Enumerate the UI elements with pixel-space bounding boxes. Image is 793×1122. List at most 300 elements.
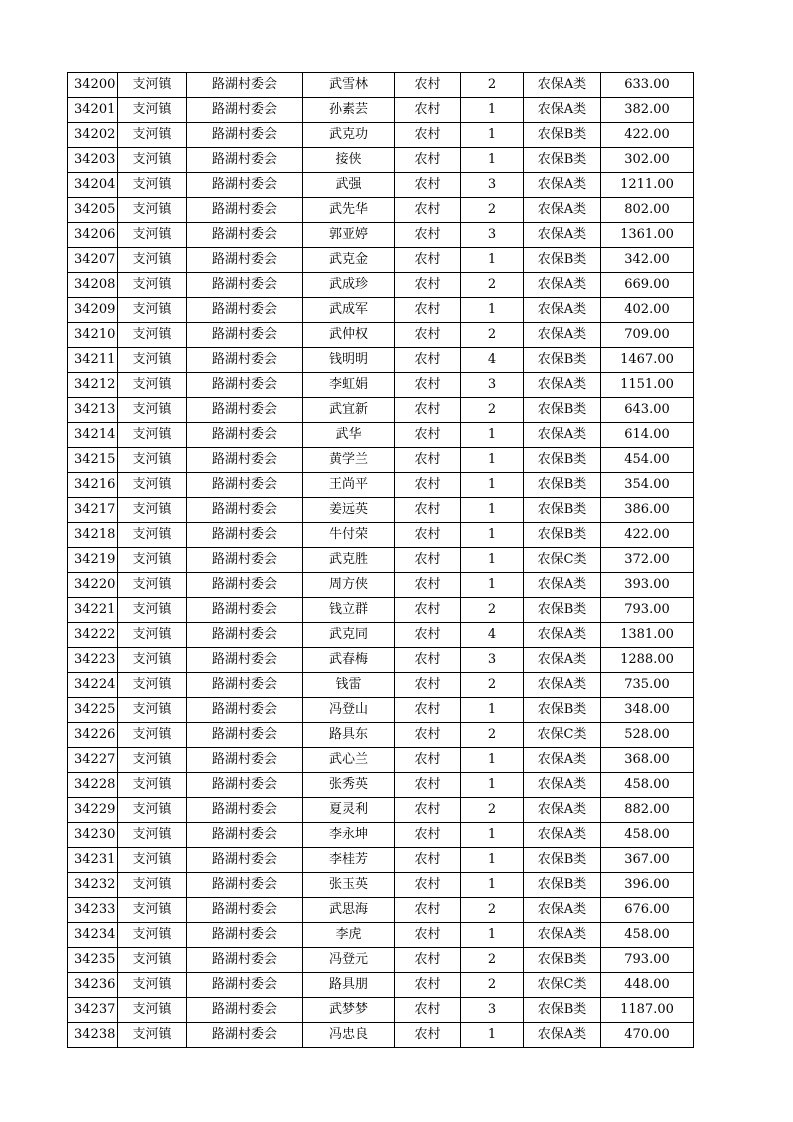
town-cell: 支河镇: [118, 523, 187, 548]
record-id-cell: 34209: [68, 298, 118, 323]
town-cell: 支河镇: [118, 973, 187, 998]
town-cell: 支河镇: [118, 223, 187, 248]
area-type-cell: 农村: [395, 198, 461, 223]
name-cell: 武强: [303, 173, 395, 198]
table-row: [68, 1023, 694, 1048]
record-id-cell: 34224: [68, 673, 118, 698]
name-cell: 武思海: [303, 898, 395, 923]
table-row: [68, 73, 694, 98]
insurance-class-cell: 农保C类: [524, 548, 601, 573]
amount-cell: 302.00: [601, 148, 694, 173]
insurance-class-cell: 农保C类: [524, 973, 601, 998]
town-cell: 支河镇: [118, 498, 187, 523]
name-cell: 张玉英: [303, 873, 395, 898]
village-committee-cell: 路湖村委会: [187, 198, 303, 223]
village-committee-cell: 路湖村委会: [187, 248, 303, 273]
amount-cell: 448.00: [601, 973, 694, 998]
town-cell: 支河镇: [118, 923, 187, 948]
insurance-class-cell: 农保B类: [524, 248, 601, 273]
area-type-cell: 农村: [395, 73, 461, 98]
household-size-cell: 1: [461, 923, 524, 948]
household-size-cell: 1: [461, 498, 524, 523]
town-cell: 支河镇: [118, 248, 187, 273]
area-type-cell: 农村: [395, 873, 461, 898]
table-row: [68, 373, 694, 398]
table-row: [68, 323, 694, 348]
insurance-class-cell: 农保A类: [524, 423, 601, 448]
area-type-cell: 农村: [395, 573, 461, 598]
area-type-cell: 农村: [395, 498, 461, 523]
amount-cell: 614.00: [601, 423, 694, 448]
town-cell: 支河镇: [118, 198, 187, 223]
household-size-cell: 1: [461, 523, 524, 548]
area-type-cell: 农村: [395, 273, 461, 298]
table-row: [68, 773, 694, 798]
household-size-cell: 1: [461, 123, 524, 148]
town-cell: 支河镇: [118, 548, 187, 573]
town-cell: 支河镇: [118, 573, 187, 598]
amount-cell: 1361.00: [601, 223, 694, 248]
name-cell: 武仲权: [303, 323, 395, 348]
insurance-class-cell: 农保A类: [524, 773, 601, 798]
town-cell: 支河镇: [118, 798, 187, 823]
area-type-cell: 农村: [395, 298, 461, 323]
record-id-cell: 34206: [68, 223, 118, 248]
record-id-cell: 34215: [68, 448, 118, 473]
name-cell: 钱雷: [303, 673, 395, 698]
area-type-cell: 农村: [395, 523, 461, 548]
amount-cell: 802.00: [601, 198, 694, 223]
insurance-class-cell: 农保A类: [524, 373, 601, 398]
town-cell: 支河镇: [118, 1023, 187, 1048]
area-type-cell: 农村: [395, 1023, 461, 1048]
town-cell: 支河镇: [118, 373, 187, 398]
village-committee-cell: 路湖村委会: [187, 923, 303, 948]
name-cell: 武成军: [303, 298, 395, 323]
record-id-cell: 34234: [68, 923, 118, 948]
household-size-cell: 2: [461, 948, 524, 973]
area-type-cell: 农村: [395, 598, 461, 623]
area-type-cell: 农村: [395, 948, 461, 973]
amount-cell: 643.00: [601, 398, 694, 423]
area-type-cell: 农村: [395, 748, 461, 773]
record-id-cell: 34204: [68, 173, 118, 198]
name-cell: 姜远英: [303, 498, 395, 523]
insurance-class-cell: 农保B类: [524, 398, 601, 423]
table-row: [68, 573, 694, 598]
village-committee-cell: 路湖村委会: [187, 723, 303, 748]
amount-cell: 1187.00: [601, 998, 694, 1023]
table-row: [68, 398, 694, 423]
name-cell: 冯忠良: [303, 1023, 395, 1048]
amount-cell: 1211.00: [601, 173, 694, 198]
name-cell: 牛付荣: [303, 523, 395, 548]
table-row: [68, 923, 694, 948]
insurance-class-cell: 农保A类: [524, 623, 601, 648]
amount-cell: 382.00: [601, 98, 694, 123]
table-row: [68, 523, 694, 548]
village-committee-cell: 路湖村委会: [187, 698, 303, 723]
record-id-cell: 34226: [68, 723, 118, 748]
amount-cell: 1467.00: [601, 348, 694, 373]
table-row: [68, 948, 694, 973]
area-type-cell: 农村: [395, 848, 461, 873]
area-type-cell: 农村: [395, 823, 461, 848]
village-committee-cell: 路湖村委会: [187, 823, 303, 848]
household-size-cell: 4: [461, 348, 524, 373]
record-id-cell: 34237: [68, 998, 118, 1023]
table-row: [68, 598, 694, 623]
name-cell: 武雪林: [303, 73, 395, 98]
town-cell: 支河镇: [118, 998, 187, 1023]
ledger-body: [68, 73, 694, 1048]
record-id-cell: 34229: [68, 798, 118, 823]
insurance-class-cell: 农保C类: [524, 723, 601, 748]
record-id-cell: 34222: [68, 623, 118, 648]
household-size-cell: 1: [461, 573, 524, 598]
amount-cell: 676.00: [601, 898, 694, 923]
amount-cell: 422.00: [601, 123, 694, 148]
table-row: [68, 848, 694, 873]
record-id-cell: 34211: [68, 348, 118, 373]
name-cell: 武先华: [303, 198, 395, 223]
insurance-class-cell: 农保A类: [524, 98, 601, 123]
table-row: [68, 448, 694, 473]
household-size-cell: 2: [461, 598, 524, 623]
insurance-class-cell: 农保B类: [524, 848, 601, 873]
insurance-class-cell: 农保B类: [524, 873, 601, 898]
name-cell: 冯登山: [303, 698, 395, 723]
household-size-cell: 1: [461, 148, 524, 173]
village-committee-cell: 路湖村委会: [187, 98, 303, 123]
area-type-cell: 农村: [395, 673, 461, 698]
village-committee-cell: 路湖村委会: [187, 223, 303, 248]
household-size-cell: 2: [461, 198, 524, 223]
area-type-cell: 农村: [395, 973, 461, 998]
record-id-cell: 34232: [68, 873, 118, 898]
record-id-cell: 34225: [68, 698, 118, 723]
town-cell: 支河镇: [118, 423, 187, 448]
town-cell: 支河镇: [118, 948, 187, 973]
village-committee-cell: 路湖村委会: [187, 148, 303, 173]
town-cell: 支河镇: [118, 823, 187, 848]
area-type-cell: 农村: [395, 373, 461, 398]
amount-cell: 470.00: [601, 1023, 694, 1048]
area-type-cell: 农村: [395, 323, 461, 348]
record-id-cell: 34231: [68, 848, 118, 873]
insurance-class-cell: 农保A类: [524, 923, 601, 948]
household-size-cell: 3: [461, 373, 524, 398]
amount-cell: 709.00: [601, 323, 694, 348]
town-cell: 支河镇: [118, 873, 187, 898]
record-id-cell: 34205: [68, 198, 118, 223]
name-cell: 武宜新: [303, 398, 395, 423]
name-cell: 武梦梦: [303, 998, 395, 1023]
amount-cell: 393.00: [601, 573, 694, 598]
amount-cell: 367.00: [601, 848, 694, 873]
village-committee-cell: 路湖村委会: [187, 598, 303, 623]
name-cell: 冯登元: [303, 948, 395, 973]
area-type-cell: 农村: [395, 623, 461, 648]
record-id-cell: 34228: [68, 773, 118, 798]
village-committee-cell: 路湖村委会: [187, 873, 303, 898]
village-committee-cell: 路湖村委会: [187, 898, 303, 923]
area-type-cell: 农村: [395, 723, 461, 748]
village-committee-cell: 路湖村委会: [187, 673, 303, 698]
name-cell: 李虹娟: [303, 373, 395, 398]
village-committee-cell: 路湖村委会: [187, 298, 303, 323]
name-cell: 武克胜: [303, 548, 395, 573]
table-row: [68, 998, 694, 1023]
name-cell: 王尚平: [303, 473, 395, 498]
area-type-cell: 农村: [395, 998, 461, 1023]
record-id-cell: 34236: [68, 973, 118, 998]
insurance-class-cell: 农保B类: [524, 348, 601, 373]
insurance-class-cell: 农保A类: [524, 748, 601, 773]
table-row: [68, 223, 694, 248]
insurance-class-cell: 农保A类: [524, 223, 601, 248]
name-cell: 武华: [303, 423, 395, 448]
amount-cell: 793.00: [601, 948, 694, 973]
amount-cell: 348.00: [601, 698, 694, 723]
insurance-class-cell: 农保A类: [524, 898, 601, 923]
record-id-cell: 34214: [68, 423, 118, 448]
household-size-cell: 1: [461, 748, 524, 773]
insurance-class-cell: 农保A类: [524, 298, 601, 323]
area-type-cell: 农村: [395, 698, 461, 723]
household-size-cell: 1: [461, 1023, 524, 1048]
village-committee-cell: 路湖村委会: [187, 573, 303, 598]
name-cell: 张秀英: [303, 773, 395, 798]
amount-cell: 422.00: [601, 523, 694, 548]
town-cell: 支河镇: [118, 698, 187, 723]
village-committee-cell: 路湖村委会: [187, 73, 303, 98]
household-size-cell: 1: [461, 473, 524, 498]
table-row: [68, 623, 694, 648]
town-cell: 支河镇: [118, 98, 187, 123]
insurance-class-cell: 农保B类: [524, 948, 601, 973]
town-cell: 支河镇: [118, 648, 187, 673]
record-id-cell: 34233: [68, 898, 118, 923]
insurance-class-cell: 农保A类: [524, 573, 601, 598]
amount-cell: 454.00: [601, 448, 694, 473]
table-row: [68, 648, 694, 673]
town-cell: 支河镇: [118, 173, 187, 198]
table-row: [68, 873, 694, 898]
record-id-cell: 34227: [68, 748, 118, 773]
amount-cell: 1288.00: [601, 648, 694, 673]
village-committee-cell: 路湖村委会: [187, 123, 303, 148]
record-id-cell: 34217: [68, 498, 118, 523]
name-cell: 黄学兰: [303, 448, 395, 473]
amount-cell: 793.00: [601, 598, 694, 623]
village-committee-cell: 路湖村委会: [187, 648, 303, 673]
name-cell: 武春梅: [303, 648, 395, 673]
village-committee-cell: 路湖村委会: [187, 498, 303, 523]
record-id-cell: 34210: [68, 323, 118, 348]
village-committee-cell: 路湖村委会: [187, 473, 303, 498]
town-cell: 支河镇: [118, 398, 187, 423]
name-cell: 武成珍: [303, 273, 395, 298]
table-row: [68, 248, 694, 273]
record-id-cell: 34221: [68, 598, 118, 623]
area-type-cell: 农村: [395, 473, 461, 498]
area-type-cell: 农村: [395, 898, 461, 923]
village-committee-cell: 路湖村委会: [187, 973, 303, 998]
village-committee-cell: 路湖村委会: [187, 273, 303, 298]
town-cell: 支河镇: [118, 298, 187, 323]
household-size-cell: 1: [461, 848, 524, 873]
record-id-cell: 34219: [68, 548, 118, 573]
town-cell: 支河镇: [118, 598, 187, 623]
record-id-cell: 34223: [68, 648, 118, 673]
village-committee-cell: 路湖村委会: [187, 798, 303, 823]
village-committee-cell: 路湖村委会: [187, 348, 303, 373]
name-cell: 周方侠: [303, 573, 395, 598]
insurance-class-cell: 农保A类: [524, 1023, 601, 1048]
name-cell: 武克功: [303, 123, 395, 148]
village-committee-cell: 路湖村委会: [187, 173, 303, 198]
village-committee-cell: 路湖村委会: [187, 323, 303, 348]
name-cell: 武克金: [303, 248, 395, 273]
insurance-class-cell: 农保B类: [524, 598, 601, 623]
record-id-cell: 34216: [68, 473, 118, 498]
record-id-cell: 34208: [68, 273, 118, 298]
village-committee-cell: 路湖村委会: [187, 398, 303, 423]
household-size-cell: 1: [461, 248, 524, 273]
name-cell: 李桂芳: [303, 848, 395, 873]
amount-cell: 342.00: [601, 248, 694, 273]
record-id-cell: 34220: [68, 573, 118, 598]
insurance-class-cell: 农保B类: [524, 698, 601, 723]
table-row: [68, 348, 694, 373]
town-cell: 支河镇: [118, 448, 187, 473]
record-id-cell: 34235: [68, 948, 118, 973]
town-cell: 支河镇: [118, 348, 187, 373]
insurance-class-cell: 农保B类: [524, 523, 601, 548]
area-type-cell: 农村: [395, 648, 461, 673]
household-size-cell: 3: [461, 648, 524, 673]
town-cell: 支河镇: [118, 673, 187, 698]
village-committee-cell: 路湖村委会: [187, 373, 303, 398]
village-committee-cell: 路湖村委会: [187, 523, 303, 548]
table-row: [68, 973, 694, 998]
record-id-cell: 34201: [68, 98, 118, 123]
insurance-class-cell: 农保A类: [524, 273, 601, 298]
town-cell: 支河镇: [118, 148, 187, 173]
amount-cell: 402.00: [601, 298, 694, 323]
village-committee-cell: 路湖村委会: [187, 998, 303, 1023]
record-id-cell: 34207: [68, 248, 118, 273]
amount-cell: 633.00: [601, 73, 694, 98]
town-cell: 支河镇: [118, 723, 187, 748]
area-type-cell: 农村: [395, 223, 461, 248]
name-cell: 孙素芸: [303, 98, 395, 123]
amount-cell: 368.00: [601, 748, 694, 773]
area-type-cell: 农村: [395, 548, 461, 573]
household-size-cell: 1: [461, 698, 524, 723]
record-id-cell: 34203: [68, 148, 118, 173]
insurance-class-cell: 农保B类: [524, 148, 601, 173]
table-row: [68, 673, 694, 698]
household-size-cell: 2: [461, 73, 524, 98]
town-cell: 支河镇: [118, 748, 187, 773]
name-cell: 路具东: [303, 723, 395, 748]
household-size-cell: 1: [461, 773, 524, 798]
town-cell: 支河镇: [118, 898, 187, 923]
record-id-cell: 34212: [68, 373, 118, 398]
table-row: [68, 798, 694, 823]
amount-cell: 458.00: [601, 923, 694, 948]
town-cell: 支河镇: [118, 773, 187, 798]
household-size-cell: 1: [461, 423, 524, 448]
name-cell: 李永坤: [303, 823, 395, 848]
insurance-class-cell: 农保B类: [524, 473, 601, 498]
town-cell: 支河镇: [118, 848, 187, 873]
village-committee-cell: 路湖村委会: [187, 423, 303, 448]
amount-cell: 458.00: [601, 773, 694, 798]
household-size-cell: 1: [461, 873, 524, 898]
ledger-table: [67, 72, 694, 1048]
area-type-cell: 农村: [395, 923, 461, 948]
name-cell: 接侠: [303, 148, 395, 173]
table-row: [68, 723, 694, 748]
name-cell: 路具朋: [303, 973, 395, 998]
table-row: [68, 298, 694, 323]
household-size-cell: 2: [461, 798, 524, 823]
insurance-class-cell: 农保B类: [524, 448, 601, 473]
insurance-class-cell: 农保A类: [524, 823, 601, 848]
record-id-cell: 34200: [68, 73, 118, 98]
area-type-cell: 农村: [395, 98, 461, 123]
household-size-cell: 2: [461, 723, 524, 748]
name-cell: 夏灵利: [303, 798, 395, 823]
insurance-class-cell: 农保A类: [524, 173, 601, 198]
table-row: [68, 198, 694, 223]
table-row: [68, 273, 694, 298]
household-size-cell: 2: [461, 323, 524, 348]
record-id-cell: 34230: [68, 823, 118, 848]
area-type-cell: 农村: [395, 773, 461, 798]
household-size-cell: 2: [461, 673, 524, 698]
amount-cell: 354.00: [601, 473, 694, 498]
village-committee-cell: 路湖村委会: [187, 548, 303, 573]
household-size-cell: 1: [461, 548, 524, 573]
area-type-cell: 农村: [395, 398, 461, 423]
town-cell: 支河镇: [118, 323, 187, 348]
household-size-cell: 2: [461, 273, 524, 298]
table-row: [68, 473, 694, 498]
area-type-cell: 农村: [395, 248, 461, 273]
village-committee-cell: 路湖村委会: [187, 948, 303, 973]
area-type-cell: 农村: [395, 798, 461, 823]
table-row: [68, 98, 694, 123]
household-size-cell: 1: [461, 298, 524, 323]
insurance-class-cell: 农保A类: [524, 73, 601, 98]
amount-cell: 458.00: [601, 823, 694, 848]
area-type-cell: 农村: [395, 148, 461, 173]
household-size-cell: 2: [461, 398, 524, 423]
amount-cell: 528.00: [601, 723, 694, 748]
amount-cell: 735.00: [601, 673, 694, 698]
amount-cell: 1381.00: [601, 623, 694, 648]
household-size-cell: 3: [461, 173, 524, 198]
village-committee-cell: 路湖村委会: [187, 748, 303, 773]
record-id-cell: 34238: [68, 1023, 118, 1048]
area-type-cell: 农村: [395, 448, 461, 473]
amount-cell: 882.00: [601, 798, 694, 823]
amount-cell: 669.00: [601, 273, 694, 298]
